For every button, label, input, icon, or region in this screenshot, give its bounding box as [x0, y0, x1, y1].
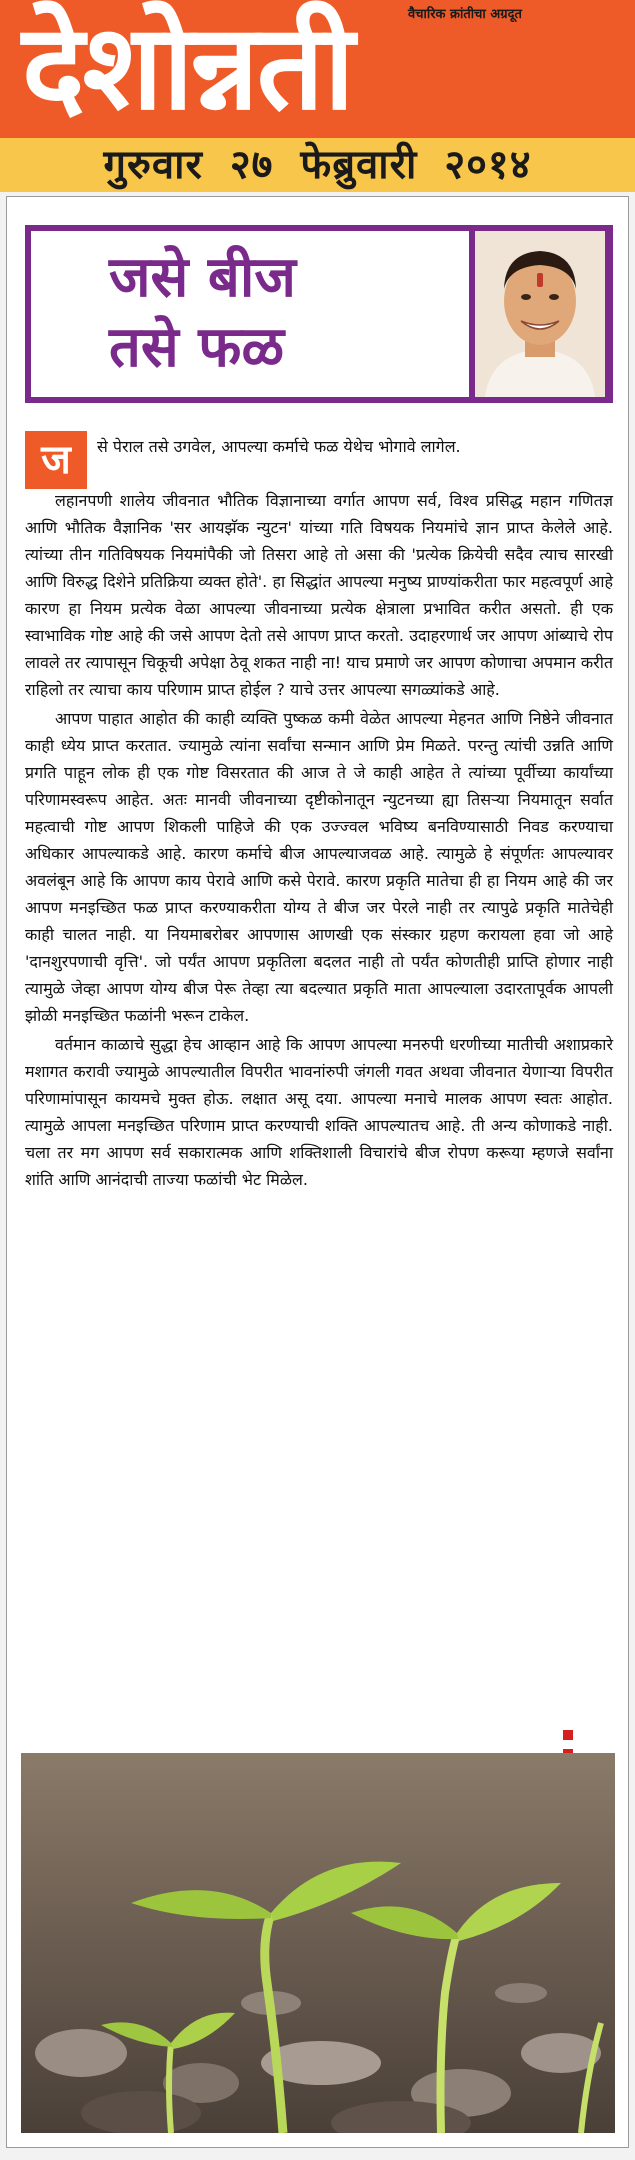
dateline — [0, 138, 635, 192]
newspaper-logo: देशोन्नती — [22, 0, 353, 136]
author-portrait — [475, 231, 605, 397]
article-frame — [6, 196, 629, 2148]
masthead-tagline: वैचारिक क्रांतीचा अग्रदूत — [408, 7, 522, 22]
article-title-line-2: तसे फळ — [109, 315, 285, 380]
author-portrait-illustration — [475, 231, 605, 397]
article-header — [25, 225, 613, 403]
article-lead: से पेराल तसे उगवेल, आपल्या कर्माचे फळ येथेच भोगावे लागेल. — [97, 437, 461, 456]
article-body — [25, 487, 613, 1195]
article-paragraph: वर्तमान काळाचे सुद्धा हेच आव्हान आहे कि आपण आपल्या मनरुपी धरणीच्या मातीची अशाप्रकारे मशागत करावी ज्यामुळे आपल्यातील विपरीत भावनांरुपी जंगली गवत अथवा जीवनात येणाऱ्या विपरीत परिणामांपासून कायमचे मुक्त होऊ. लक्षात असू दया. आपल्या मनाचे मालक आपण स्वतः आहोत. त्यामुळे आपला मनइच्छित परिणाम प्राप्त करण्याची शक्ति आपल्यातच आहे. ती अन्य कोणाकडे नाही. चला तर मग आपण सर्व सकारात्मक आणि शक्तिशाली विचारांचे बीज रोपण करूया म्हणजे सर्वांना शांति आणि आनंदाची ताज्या फळांची भेट मिळेल. — [25, 1035, 613, 1189]
article-title-line-1: जसे बीज — [109, 245, 296, 310]
seedling-photo — [21, 1753, 615, 2133]
dateline-year: २०१४ — [444, 142, 532, 188]
seedling-illustration — [21, 1753, 615, 2133]
dateline-month: फेब्रुवारी — [300, 142, 418, 188]
article-paragraph: लहानपणी शालेय जीवनात भौतिक विज्ञानाच्या वर्गात आपण सर्व, विश्व प्रसिद्ध महान गणितज्ञ आणि भौतिक वैज्ञानिक 'सर आयझॅक न्युटन' यांच्या गति विषयक नियमांचे ज्ञान प्राप्त केलेले आहे. त्यांच्या तीन गतिविषयक नियमांपैकी जो तिसरा आहे तो असा की 'प्रत्येक क्रियेची सदैव त्याच सारखी आणि विरुद्ध दिशेने प्रतिक्रिया व्यक्त होते'. हा सिद्धांत आपल्या मनुष्य प्राण्यांकरीता फार महत्वपूर्ण आहे कारण हा नियम प्रत्येक वेळा आपल्या जीवनाच्या प्रत्येक क्षेत्राला प्रभावित करीत असतो. ही एक स्वाभाविक गोष्ट आहे की जसे आपण देतो तसे आपण प्राप्त करतो. उदाहरणार्थ जर आपण आंब्याचे रोप लावले तर त्यापासून चिकूची अपेक्षा ठेवू शकत नाही ना! याच प्रमाणे जर आपण कोणाचा अपमान करीत राहिलो तर त्याचा काय परिणाम प्राप्त होईल ? याचे उत्तर आपल्या सगळ्यांकडे आहे. — [25, 491, 613, 699]
end-of-article-mark — [563, 1725, 589, 1735]
article-title-panel — [31, 231, 469, 397]
dateline-weekday: गुरुवार — [103, 142, 203, 188]
dropcap: ज — [25, 431, 87, 489]
masthead — [0, 0, 635, 138]
dateline-day: २७ — [229, 142, 274, 188]
article-paragraph: आपण पाहात आहोत की काही व्यक्ति पुष्कळ कमी वेळेत आपल्या मेहनत आणि निष्ठेने जीवनात काही ध्येय प्राप्त करतात. ज्यामुळे त्यांना सर्वांचा सन्मान आणि प्रेम मिळते. परन्तु त्यांची उन्नति आणि प्रगति पाहून लोक ही एक गोष्ट विसरतात की आज ते जे काही आहेत ते त्यांच्या पूर्वीच्या कार्यांच्या परिणामस्वरूप आहेत. अतः मानवी जीवनाच्या दृष्टीकोनातून न्युटनच्या ह्या तिसऱ्या नियमातून सर्वात महत्वाची गोष्ट आपण शिकली पाहिजे की एक उज्ज्वल भविष्य बनविण्यासाठी निवड करण्याचा अधिकार आपल्याकडे आहे. कारण कर्माचे बीज आपल्याजवळ आहे. त्यामुळे हे संपूर्णतः आपल्यावर अवलंबून आहे कि आपण काय पेरावे आणि कसे पेरावे. कारण प्रकृति मातेचा ही हा नियम आहे की जर आपण मनइच्छित फळ प्राप्त करण्याकरीता योग्य ते बीज जर पेरले नाही तर त्यापुढे प्रकृति मातेचेही काही चालत नाही. या नियमाबरोबर आपणास आणखी एक संस्कार ग्रहण करायला हवा जो आहे 'दानशुरपणाची वृत्ति'. जो पर्यंत आपण प्रकृतिला बदलत नाही तो पर्यंत कोणतीही प्राप्ति होणार नाही त्यामुळे जेव्हा आपण योग्य बीज पेरू तेव्हा त्या बदल्यात प्रकृति माता आपल्याला उदारतापूर्वक आपली झोळी मनइच्छित फळांनी भरून टाकेल. — [25, 709, 613, 1025]
